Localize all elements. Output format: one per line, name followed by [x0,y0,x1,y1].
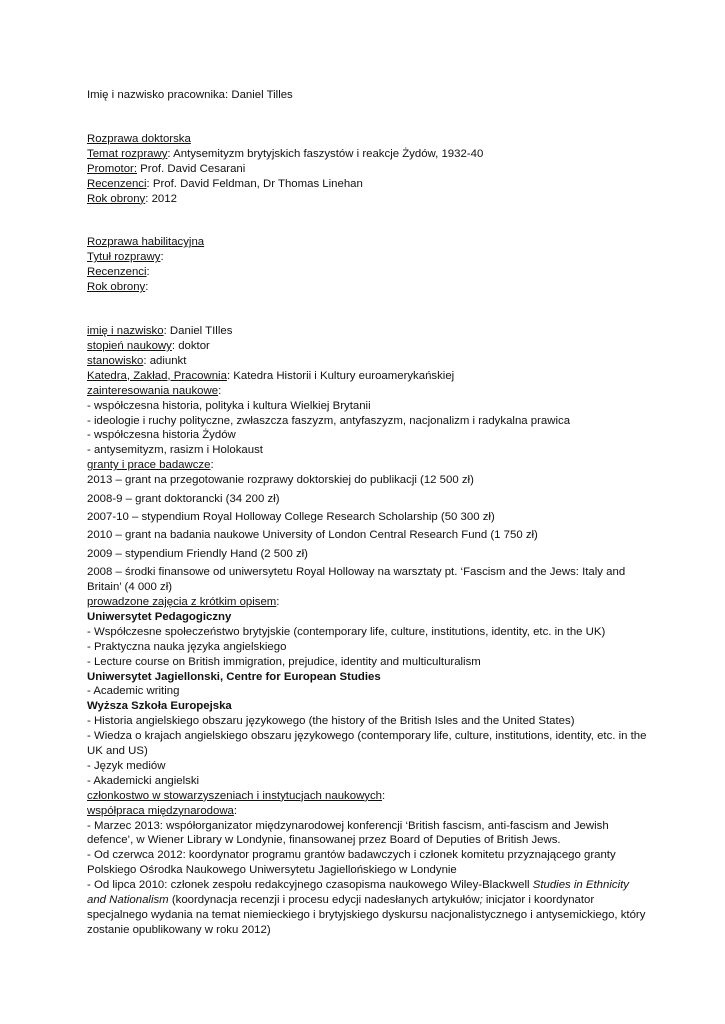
habilitation-reviewers-value: : [146,266,150,279]
intl-item-semicolon: ; [479,894,483,907]
course-item: - Język mediów [87,759,166,772]
grants-label: granty i prace badawcze [87,459,211,472]
doctoral-topic-value: : Antysemityzm brytyjskich faszystów i reakcje Żydów, 1932-40 [167,147,484,160]
grants-heading [87,458,647,473]
profile-degree-label: stopień naukowy [87,339,172,352]
doctoral-promotor [87,162,647,177]
habilitation-year-label: Rok obrony [87,281,146,294]
classes-colon: : [276,595,280,608]
intl-item-text: inicjator i koordynator specjalnego wydania na temat niemieckiego i brytyjskiego dyskursu nacjonalistycznego i antysemickiego, który zostanie opublikowany w roku 2012) [87,894,646,936]
grants-colon: : [210,459,214,472]
intl-item-text: (koordynacja recenzji i procesu edycji nadesłanych artykułów [168,894,480,907]
list-item: - antysemityzm, rasizm i Holokaust [87,444,263,457]
classes-label: prowadzone zajęcia z krótkim opisem [87,595,277,608]
doctoral-reviewers-value: : Prof. David Feldman, Dr Thomas Linehan [146,177,363,190]
spacer [87,206,647,235]
classes-heading [87,595,647,610]
course-item: - Współczesne społeczeństwo brytyjskie (contemporary life, culture, institutions, identity, etc. in the UK) [87,625,606,638]
doctoral-reviewers [87,177,647,192]
intl-item [87,878,647,938]
document-content [87,88,647,938]
membership-heading [87,789,647,804]
doctoral-promotor-value: Prof. David Cesarani [137,162,246,175]
intl-label: współpraca międzynarodowa [87,804,234,817]
profile-degree-value: : doktor [171,339,210,352]
course-item: - Academic writing [87,685,180,698]
profile-unit-label: Katedra, Zakład, Pracownia [87,369,227,382]
spacer [87,103,647,132]
interests-colon: : [218,384,222,397]
course-item: - Akademicki angielski [87,774,200,787]
intl-item: - Od czerwca 2012: koordynator programu grantów badawczych i członek komitetu przyznającego granty Polskiego Ośrodka Naukowego Uniwersytetu Jagiellońskiego w Londynie [87,849,616,877]
doctoral-year-value: : 2012 [145,192,177,205]
profile-name [87,324,647,339]
university-name: Uniwersytet Pedagogiczny [87,610,232,623]
intl-item-text: - Od lipca 2010: członek zespołu redakcyjnego czasopisma naukowego Wiley-Blackwell [87,879,533,892]
membership-colon: : [382,789,386,802]
habilitation-reviewers-label: Recenzenci [87,266,147,279]
profile-unit-value: : Katedra Historii i Kultury euroamerykańskiej [226,369,455,382]
habilitation-title [87,250,647,265]
habilitation-year [87,280,647,295]
profile-degree [87,339,647,354]
list-item: - współczesna historia, polityka i kultura Wielkiej Brytanii [87,399,371,412]
employee-name-line [87,88,647,103]
habilitation-title-label: Tytuł rozprawy [87,251,161,264]
list-item: - ideologie i ruchy polityczne, zwłaszcza faszyzm, antyfaszyzm, nacjonalizm i radykalna prawica [87,414,571,427]
employee-name-label: Imię i nazwisko pracownika: [87,89,229,101]
membership-label: członkostwo w stowarzyszeniach i instytucjach naukowych [87,789,383,802]
habilitation-reviewers [87,265,647,280]
course-item: - Wiedza o krajach angielskiego obszaru językowego (contemporary life, culture, institutions, identity, etc. in the UK and US) [87,730,647,758]
grant-item: 2013 – grant na przegotowanie rozprawy doktorskiej do publikacji (12 500 zł) [87,474,474,487]
doctoral-heading: Rozprawa doktorska [87,132,191,145]
spacer [87,295,647,324]
profile-position [87,354,647,369]
habilitation-title-value: : [160,251,164,264]
habilitation-year-value: : [145,281,149,294]
grant-item: 2009 – stypendium Friendly Hand (2 500 zł) [87,547,308,560]
profile-position-value: : adiunkt [143,354,187,367]
grant-item: 2007-10 – stypendium Royal Holloway College Research Scholarship (50 300 zł) [87,510,495,523]
doctoral-year-label: Rok obrony [87,192,146,205]
journal-title: Studies in Ethnicity and Nationalism [87,879,629,907]
grant-item: 2010 – grant na badania naukowe University of London Central Research Fund (1 750 zł) [87,529,538,542]
employee-name-value: Daniel Tilles [231,89,293,101]
course-item: - Praktyczna nauka języka angielskiego [87,640,287,653]
interests-label: zainteresowania naukowe [87,384,219,397]
interests-heading [87,384,647,399]
profile-unit [87,369,647,384]
doctoral-year [87,192,647,207]
habilitation-heading: Rozprawa habilitacyjna [87,236,205,249]
doctoral-reviewers-label: Recenzenci [87,177,147,190]
course-item: - Historia angielskiego obszaru językowego (the history of the British Isles and the United States) [87,715,575,728]
grant-item: 2008-9 – grant doktorancki (34 200 zł) [87,492,280,505]
doctoral-topic [87,147,647,162]
list-item: - współczesna historia Żydów [87,429,236,442]
intl-colon: : [233,804,238,817]
university-name: Wyższa Szkoła Europejska [87,700,232,713]
intl-heading [87,804,647,819]
course-item: - Lecture course on British immigration, prejudice, identity and multiculturalism [87,655,481,668]
doctoral-promotor-label: Promotor: [87,162,138,175]
grant-item: 2008 – środki finansowe od uniwersytetu Royal Holloway na warsztaty pt. ‘Fascism and the Jews: Italy and Britain’ (4 000 zł) [87,566,626,594]
doctoral-topic-label: Temat rozprawy [87,147,168,160]
university-name: Uniwersytet Jagiellonski, Centre for European Studies [87,670,381,683]
profile-position-label: stanowisko [87,354,144,367]
intl-item: - Marzec 2013: współorganizator międzynarodowej konferencji ‘British fascism, anti-fascism and Jewish defence’, w Wiener Library w Londynie, finansowanej przez Board of Deputies of British Jews. [87,819,609,847]
profile-name-label: imię i nazwisko [87,325,164,338]
profile-name-value: : Daniel TIlles [163,325,233,338]
